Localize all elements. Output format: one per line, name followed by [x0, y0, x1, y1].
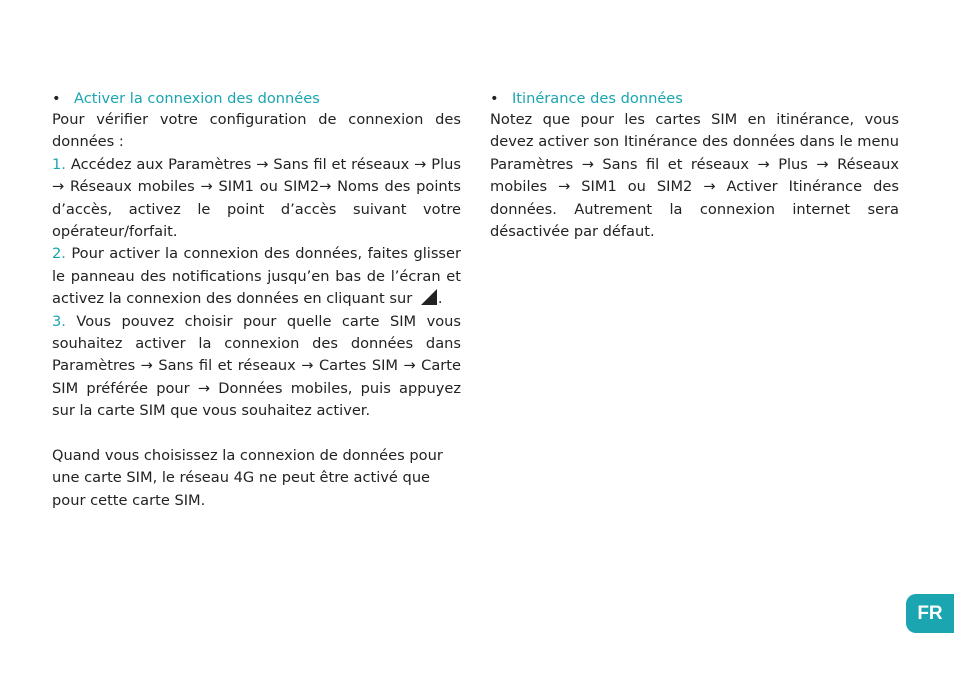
note-paragraph: Quand vous choisissez la connexion de données pour une carte SIM, le réseau 4G ne peut être activé que pour cette carte SIM. [52, 447, 443, 509]
step-end: . [437, 290, 443, 308]
language-tab: FR [906, 594, 954, 633]
heading-text: Itinérance des données [512, 90, 683, 107]
bullet: • [490, 90, 499, 107]
step-text: Pour activer la connexion des données, faites glisser le panneau des notifications jusqu’en bas de l’écran et activez la connexion des données en cliquant sur [52, 245, 462, 308]
paragraph-spacer [52, 423, 461, 445]
step-number: 2. [52, 245, 66, 263]
heading-text: Activer la connexion des données [74, 90, 320, 107]
section-heading-data-connection [52, 89, 461, 109]
left-column [52, 89, 461, 512]
step-text: Accédez aux Paramètres → Sans fil et réseaux → Plus → Réseaux mobiles → SIM1 ou SIM2→ Noms des points d’accès, activez le point d’accès suivant votre opérateur/forfait. [52, 155, 462, 241]
right-column [490, 89, 899, 243]
step-number: 1. [52, 155, 66, 173]
step-number: 3. [52, 312, 66, 330]
step-1 [52, 154, 461, 244]
step-text: Vous pouvez choisir pour quelle carte SIM vous souhaitez activer la connexion des données dans Paramètres → Sans fil et réseaux → Cartes SIM → Carte SIM préférée pour → Données mobiles, puis appuyez sur la carte SIM que vous souhaitez activer. [52, 312, 461, 420]
mobile-signal-icon [420, 289, 438, 305]
step-2 [52, 243, 461, 310]
roaming-paragraph: Notez que pour les cartes SIM en itinérance, vous devez activer son Itinérance des données dans le menu Paramètres → Sans fil et réseaux → Plus → Réseaux mobiles → SIM1 ou SIM2 → Activer Itinérance des données. Autrement la connexion internet sera désactivée par défaut. [490, 111, 899, 241]
intro-paragraph: Pour vérifier votre configuration de connexion des données : [52, 111, 461, 151]
step-3 [52, 311, 461, 423]
section-heading-data-roaming [490, 89, 899, 109]
bullet: • [52, 90, 61, 107]
